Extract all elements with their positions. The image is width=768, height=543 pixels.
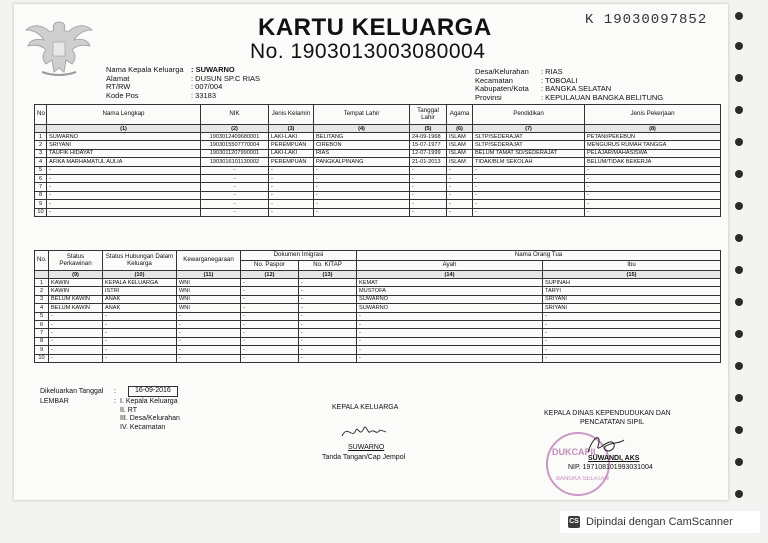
col-number: (11) [177, 271, 241, 279]
col-number: (1) [47, 125, 201, 133]
table-cell: BELUM/TIDAK BEKERJA [585, 158, 721, 166]
table-cell: 2 [35, 141, 47, 149]
table-cell: - [314, 191, 410, 199]
table-cell: TIDAK/BLM SEKOLAH [473, 158, 585, 166]
col-header: Jenis Kelamin [269, 105, 314, 125]
table-cell: - [177, 312, 241, 320]
col-header: Tanggal Lahir [410, 105, 447, 125]
garuda-emblem-icon [24, 16, 94, 78]
col-header: Status Hubungan Dalam Keluarga [103, 251, 177, 271]
col-header: Tempat Lahir [314, 105, 410, 125]
table-cell: - [241, 312, 299, 320]
table-cell: PETANI/PEKEBUN [585, 133, 721, 141]
col-number: (15) [543, 271, 721, 279]
info-value: : TOBOALI [541, 75, 578, 85]
col-number: (5) [410, 125, 447, 133]
table-cell: - [49, 346, 103, 354]
table-cell: - [585, 200, 721, 208]
table-cell: - [473, 166, 585, 174]
table-cell: - [357, 320, 543, 328]
table-cell: 10 [35, 354, 49, 362]
table-cell: ISTRI [103, 287, 177, 295]
table-cell: WNI [177, 279, 241, 287]
table-cell: - [241, 337, 299, 345]
table-cell: TARYI [543, 287, 721, 295]
table-cell: - [299, 354, 357, 362]
table-cell: - [299, 346, 357, 354]
table-cell: PEREMPUAN [269, 158, 314, 166]
table-cell: SUWARNO [357, 304, 543, 312]
table-cell: - [473, 191, 585, 199]
table-cell: BELUM TAMAT SD/SEDERAJAT [473, 149, 585, 157]
table-cell: MUSTOFA [357, 287, 543, 295]
table-row [35, 174, 721, 182]
table-row [35, 337, 721, 345]
table-cell: WNI [177, 295, 241, 303]
table-row [35, 133, 721, 141]
col-number: (3) [269, 125, 314, 133]
info-right-values [541, 68, 663, 102]
table-cell: - [473, 200, 585, 208]
table-cell: - [103, 312, 177, 320]
table-cell: 4 [35, 304, 49, 312]
table-cell: - [410, 174, 447, 182]
table-cell: LAKI-LAKI [269, 133, 314, 141]
table-cell: - [241, 287, 299, 295]
serial-number: K 19030097852 [585, 12, 708, 28]
camscanner-text: Dipindai dengan CamScanner [586, 516, 733, 528]
col-header: Status Perkawinan [49, 251, 103, 271]
col-number [35, 271, 49, 279]
col-header: No. [35, 251, 49, 271]
table-cell: BELUM KAWIN [49, 295, 103, 303]
table-cell: - [269, 166, 314, 174]
table-cell: - [299, 329, 357, 337]
lembar-item: II. RT [120, 406, 137, 414]
table-cell: - [49, 329, 103, 337]
table-cell: 5 [35, 312, 49, 320]
table-cell: - [49, 337, 103, 345]
table-cell: 10 [35, 208, 47, 216]
table-cell: - [177, 354, 241, 362]
info-label: Provinsi [475, 92, 502, 102]
table-cell: - [201, 166, 269, 174]
table-cell: - [447, 174, 473, 182]
table-cell: CIREBON [314, 141, 410, 149]
table-cell: - [299, 295, 357, 303]
table-cell: PEREMPUAN [269, 141, 314, 149]
col-header: No. Paspor [241, 261, 299, 271]
table-cell: - [410, 191, 447, 199]
info-value: : RIAS [541, 67, 563, 76]
table-cell: 8 [35, 337, 49, 345]
table-cell: - [299, 287, 357, 295]
info-label: Desa/Kelurahan [475, 67, 529, 76]
table-cell: - [585, 191, 721, 199]
table-cell: - [299, 320, 357, 328]
table-cell: RIAS [314, 149, 410, 157]
table-cell: - [103, 346, 177, 354]
table-cell: - [447, 183, 473, 191]
table-cell: PANGKALPINANG [314, 158, 410, 166]
table-cell: 7 [35, 183, 47, 191]
table-row [35, 208, 721, 216]
col-number: (14) [357, 271, 543, 279]
table-cell: WNI [177, 304, 241, 312]
table-cell: - [177, 329, 241, 337]
table-cell: - [241, 320, 299, 328]
dinas-title-line2: PENCATATAN SIPIL [580, 419, 645, 426]
kepala-keluarga-name: SUWARNO [348, 444, 385, 451]
table-cell: - [543, 329, 721, 337]
table-cell: - [357, 312, 543, 320]
family-status-rows [35, 279, 721, 363]
table-cell: - [47, 191, 201, 199]
table-cell: - [177, 320, 241, 328]
table-cell: - [473, 208, 585, 216]
table-cell: WNI [177, 287, 241, 295]
dinas-official-name: SUWANDI, AKS [588, 455, 640, 462]
table-cell: - [241, 346, 299, 354]
table-cell: 1 [35, 133, 47, 141]
col-number: (4) [314, 125, 410, 133]
table-cell: - [269, 174, 314, 182]
info-value: : SUWARNO [191, 65, 235, 74]
table-cell: - [269, 200, 314, 208]
table-row [35, 166, 721, 174]
lembar-label: LEMBAR [40, 398, 69, 405]
info-right-labels [475, 68, 529, 102]
table-cell: - [241, 304, 299, 312]
table-row [35, 183, 721, 191]
col-number: (12) [241, 271, 299, 279]
family-status-table [34, 250, 721, 363]
table-cell: - [447, 191, 473, 199]
table-cell: SLTP/SEDERAJAT [473, 141, 585, 149]
table-cell: - [201, 183, 269, 191]
table-cell: 2 [35, 287, 49, 295]
col-number: (10) [103, 271, 177, 279]
table-cell: 1 [35, 279, 49, 287]
table-cell: SUWARNO [357, 295, 543, 303]
table-cell: - [47, 174, 201, 182]
table-cell: - [357, 354, 543, 362]
table-cell: ISLAM [447, 149, 473, 157]
table-cell: - [447, 166, 473, 174]
kepala-caption: Tanda Tangan/Cap Jempol [322, 454, 406, 461]
info-value: : DUSUN SP.C RIAS [191, 73, 261, 83]
table-cell: - [299, 337, 357, 345]
table-cell: - [177, 346, 241, 354]
table-cell: TAUFIK HIDAYAT [47, 149, 201, 157]
table-cell: - [447, 208, 473, 216]
table-cell: - [543, 320, 721, 328]
col-header: No [35, 105, 47, 125]
table-cell: 12-07-1999 [410, 149, 447, 157]
table-cell: KEPALA KELUARGA [103, 279, 177, 287]
table-cell: 21-01-2013 [410, 158, 447, 166]
table-cell: SUPINAH [543, 279, 721, 287]
table-cell: - [241, 295, 299, 303]
table-cell: - [201, 200, 269, 208]
table-cell: - [543, 337, 721, 345]
info-label: Kecamatan [475, 75, 513, 85]
table-cell: - [201, 208, 269, 216]
table-cell: KAWIN [49, 287, 103, 295]
col-header: Dokumen Imigrasi [241, 251, 357, 261]
lembar-colon: : [114, 398, 116, 405]
table-cell: SLTP/SEDERAJAT [473, 133, 585, 141]
stamp-region: BANGKA SELATAN [556, 476, 609, 482]
info-left-values [191, 66, 260, 100]
col-number: (9) [49, 271, 103, 279]
table-cell: - [177, 337, 241, 345]
table-cell: - [269, 191, 314, 199]
table-row [35, 287, 721, 295]
col-number: (8) [585, 125, 721, 133]
table-row [35, 320, 721, 328]
col-header: Agama [447, 105, 473, 125]
document-title: KARTU KELUARGA [258, 14, 492, 41]
table-cell: BELUM KAWIN [49, 304, 103, 312]
col-number: (7) [473, 125, 585, 133]
col-header: Kewarganegaraan [177, 251, 241, 271]
info-label: Alamat [106, 73, 130, 83]
table-cell: LAKI-LAKI [269, 149, 314, 157]
table-cell: - [47, 183, 201, 191]
lembar-list [120, 398, 180, 432]
table-cell: 6 [35, 174, 47, 182]
stamp-text: DUKCAPIL [552, 447, 599, 457]
table-cell: MENGURUS RUMAH TANGGA [585, 141, 721, 149]
kepala-signature-icon [340, 420, 388, 442]
table-cell: - [103, 320, 177, 328]
table-cell: - [103, 337, 177, 345]
table-cell: 1903012409680001 [201, 133, 269, 141]
table-cell: - [103, 354, 177, 362]
info-left-labels [106, 66, 184, 100]
table-cell: - [201, 174, 269, 182]
table-cell: - [103, 329, 177, 337]
col-number: (6) [447, 125, 473, 133]
table-cell: - [473, 183, 585, 191]
dinas-official-nip: NIP. 197108101993031004 [568, 464, 653, 471]
table-cell: AFIKA MARHAMATUL AULIA [47, 158, 201, 166]
table-cell: - [447, 200, 473, 208]
table-cell: - [410, 183, 447, 191]
table-cell: - [299, 312, 357, 320]
table-cell: 3 [35, 295, 49, 303]
table-cell: 7 [35, 329, 49, 337]
col-number: (2) [201, 125, 269, 133]
table-cell: 8 [35, 191, 47, 199]
info-label: Kode Pos [106, 90, 139, 100]
table-cell: 15-07-1977 [410, 141, 447, 149]
lembar-item: III. Desa/Kelurahan [120, 415, 180, 422]
table-cell: - [49, 312, 103, 320]
table-cell: - [269, 208, 314, 216]
table-row [35, 346, 721, 354]
table-cell: SUWARNO [47, 133, 201, 141]
table-cell: - [47, 208, 201, 216]
table-cell: - [47, 166, 201, 174]
table-cell: - [473, 174, 585, 182]
info-value: : 007/004 [191, 82, 223, 91]
table-cell: 9 [35, 200, 47, 208]
lembar-item: I. Kepala Keluarga [120, 398, 178, 405]
table-cell: - [49, 354, 103, 362]
col-header: Ibu [543, 261, 721, 271]
table-cell: 1903015507770004 [201, 141, 269, 149]
info-label: RT/RW [106, 82, 131, 91]
table-cell: 9 [35, 346, 49, 354]
table-cell: - [269, 183, 314, 191]
table-cell: ANAK [103, 304, 177, 312]
table-cell: 5 [35, 166, 47, 174]
tractor-feed-holes [728, 0, 768, 543]
table-cell: - [410, 200, 447, 208]
col-header: Jenis Pekerjaan [585, 105, 721, 125]
table-cell: - [314, 183, 410, 191]
table-cell: - [47, 200, 201, 208]
table-cell: 1903016101130002 [201, 158, 269, 166]
table-cell: - [585, 174, 721, 182]
table-cell: ISLAM [447, 141, 473, 149]
table-cell: SRIYANI [543, 295, 721, 303]
table-row [35, 329, 721, 337]
table-row [35, 149, 721, 157]
family-members-rows [35, 133, 721, 217]
table-cell: - [410, 166, 447, 174]
table-cell: 1903011207990001 [201, 149, 269, 157]
table-cell: - [543, 346, 721, 354]
table-cell: SRIYANI [47, 141, 201, 149]
col-number: (13) [299, 271, 357, 279]
table-cell: - [299, 279, 357, 287]
kepala-keluarga-title: KEPALA KELUARGA [332, 404, 399, 411]
table-row [35, 141, 721, 149]
issued-date: 16-09-2016 [128, 386, 178, 397]
info-value: : KEPULAUAN BANGKA BELITUNG [541, 92, 664, 102]
table-cell: BELITANG [314, 133, 410, 141]
table-cell: - [314, 174, 410, 182]
table-cell: 6 [35, 320, 49, 328]
table-cell: - [241, 329, 299, 337]
table-cell: ISLAM [447, 133, 473, 141]
table-cell: 3 [35, 149, 47, 157]
col-header: NIK [201, 105, 269, 125]
table-cell: ANAK [103, 295, 177, 303]
info-label: Kabupaten/Kota [475, 84, 529, 93]
table-cell: - [314, 166, 410, 174]
table-cell: - [314, 208, 410, 216]
table-row [35, 200, 721, 208]
table-cell: - [241, 354, 299, 362]
table-cell: KAWIN [49, 279, 103, 287]
info-label: Nama Kepala Keluarga [106, 65, 184, 74]
issued-label: Dikeluarkan Tanggal [40, 388, 104, 395]
camscanner-icon: CS [568, 516, 580, 528]
table-cell: - [201, 191, 269, 199]
table-cell: - [357, 329, 543, 337]
table-row [35, 295, 721, 303]
table-row [35, 191, 721, 199]
table-row [35, 312, 721, 320]
table-cell: - [357, 346, 543, 354]
table-cell: - [585, 166, 721, 174]
table-cell: - [299, 304, 357, 312]
col-header: Pendidikan [473, 105, 585, 125]
table-cell: PELAJAR/MAHASISWA [585, 149, 721, 157]
info-value: : BANGKA SELATAN [541, 84, 612, 93]
table-cell: - [314, 200, 410, 208]
table-row [35, 304, 721, 312]
table-cell: - [49, 320, 103, 328]
col-header: No. KITAP [299, 261, 357, 271]
table-cell: SRIYANI [543, 304, 721, 312]
dinas-title-line1: KEPALA DINAS KEPENDUDUKAN DAN [544, 410, 671, 417]
col-header: Ayah [357, 261, 543, 271]
family-members-table [34, 104, 721, 217]
table-cell: - [543, 312, 721, 320]
col-header: Nama Orang Tua [357, 251, 721, 261]
lembar-item: IV. Kecamatan [120, 423, 166, 431]
info-value: : 33183 [191, 90, 217, 100]
table-row [35, 279, 721, 287]
table-cell: - [543, 354, 721, 362]
col-header: Nama Lengkap [47, 105, 201, 125]
camscanner-watermark [560, 511, 760, 533]
table-cell: - [585, 183, 721, 191]
table-row [35, 354, 721, 362]
table-cell: ISLAM [447, 158, 473, 166]
table-cell: 4 [35, 158, 47, 166]
table-row [35, 158, 721, 166]
table-cell: - [241, 279, 299, 287]
issued-colon: : [114, 388, 116, 395]
table-cell: - [585, 208, 721, 216]
table-cell: - [357, 337, 543, 345]
document-number: No. 1903013003080004 [250, 40, 486, 63]
table-cell: KEMAT [357, 279, 543, 287]
table-cell: 24-09-1968 [410, 133, 447, 141]
table-cell: - [410, 208, 447, 216]
col-number [35, 125, 47, 133]
